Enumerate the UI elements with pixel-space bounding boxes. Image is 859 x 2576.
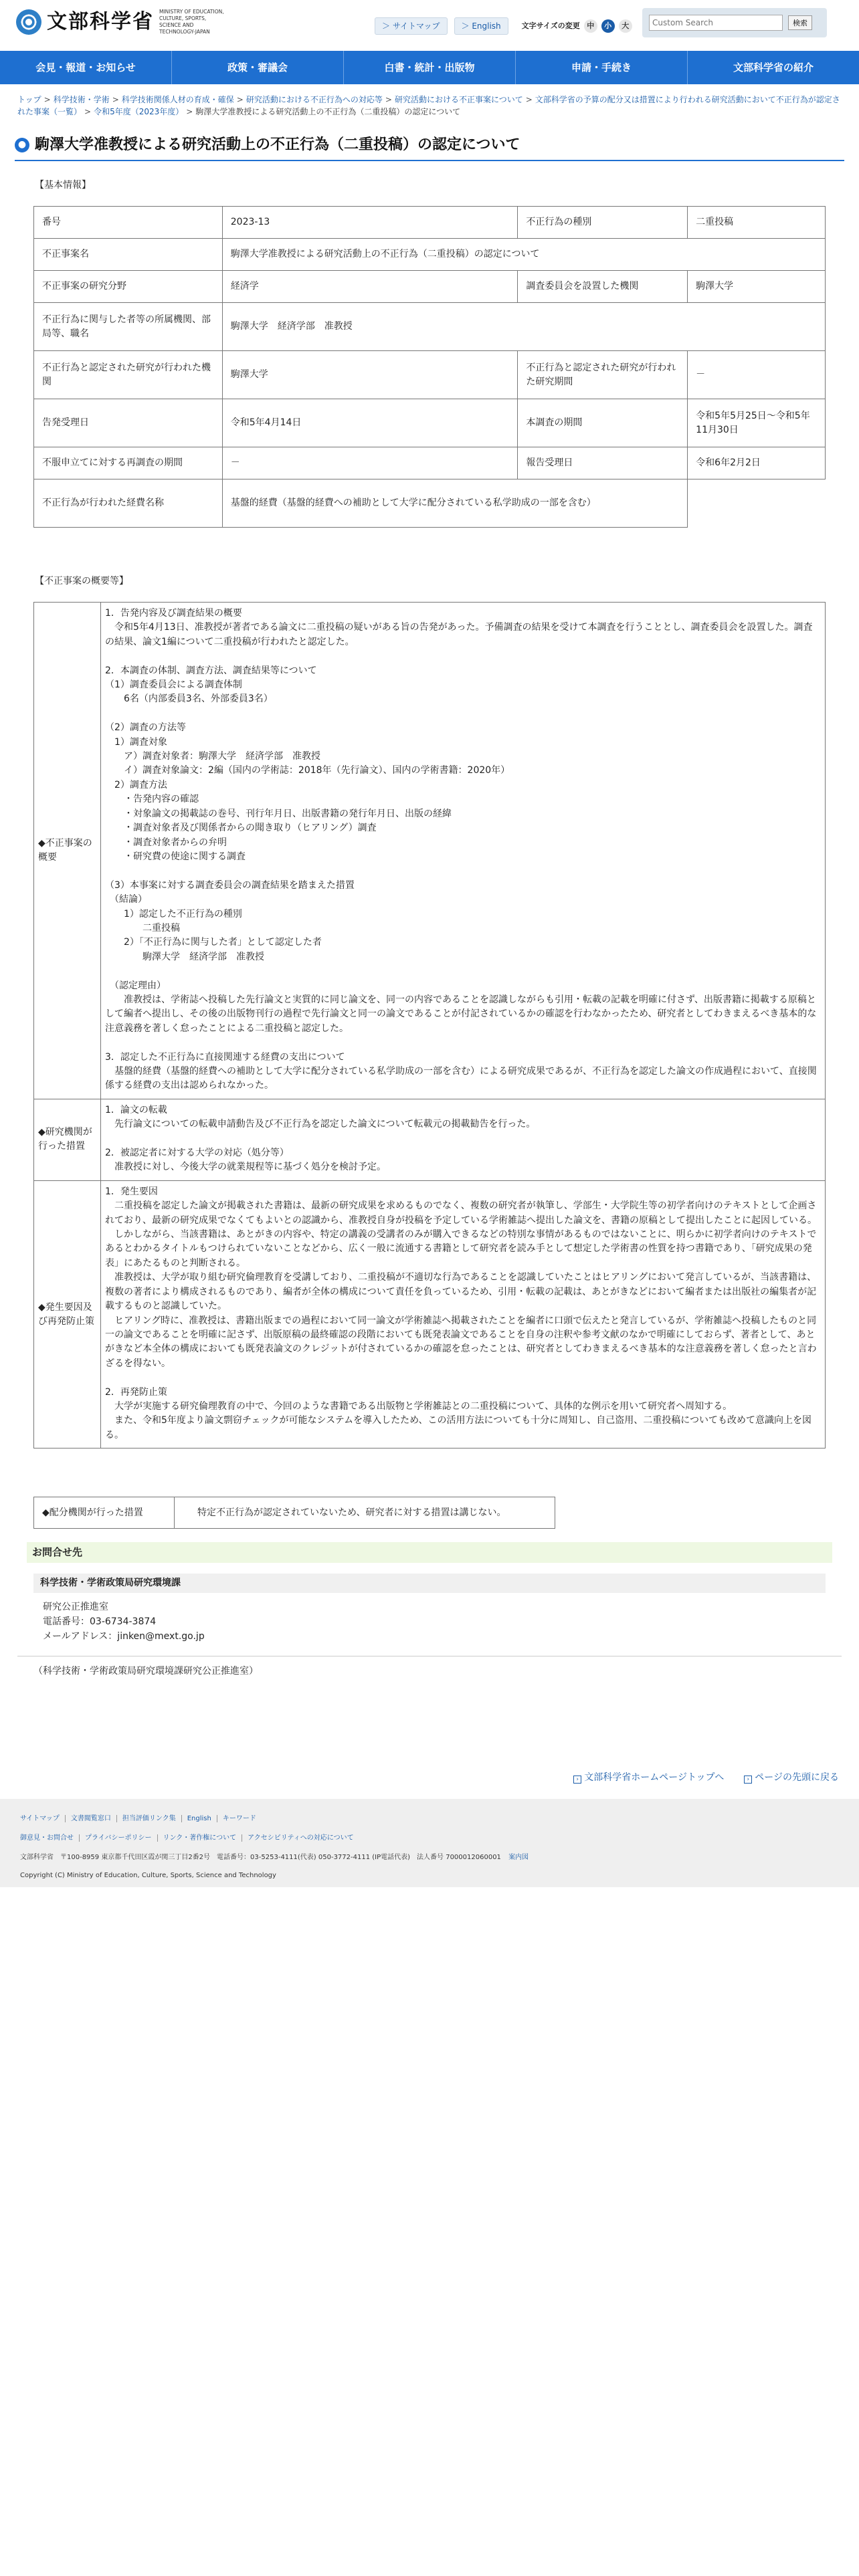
table-cell: 二重投稿 [688, 207, 826, 239]
breadcrumb-link[interactable]: 令和5年度（2023年度） [94, 107, 184, 116]
table-header-cell: 不正事案の研究分野 [34, 271, 223, 303]
breadcrumb-separator: > [236, 95, 244, 104]
table-header-cell: 不正事案名 [34, 239, 223, 271]
summary-heading: 【不正事案の概要等】 [35, 576, 128, 586]
english-link[interactable]: ＞ English [454, 17, 508, 35]
footer-link[interactable]: 担当評価リンク集 [122, 1815, 182, 1822]
table-row [34, 603, 826, 1099]
table-header-cell: 不服申立てに対する再調査の期間 [34, 447, 223, 479]
breadcrumb-separator: > [525, 95, 533, 104]
summary-row-label: ◆発生要因及び再発防止策 [34, 1180, 101, 1448]
page-title: 駒澤大学准教授による研究活動上の不正行為（二重投稿）の認定について [35, 136, 520, 153]
table-header-cell: 不正行為に関与した者等の所属機関、部局等、職名 [34, 303, 223, 351]
summary-row-label: ◆研究機関が行った措置 [34, 1099, 101, 1180]
header-utility-links [375, 17, 632, 35]
table-row [34, 207, 826, 239]
table-header-cell: 本調査の期間 [518, 399, 688, 447]
breadcrumb-separator: > [385, 95, 392, 104]
table-row [34, 1180, 826, 1448]
table-header-cell: 告発受理日 [34, 399, 223, 447]
page-top-link-label: ページの先頭に戻る [755, 1772, 839, 1783]
table-cell: 令和5年5月25日～令和5年11月30日 [688, 399, 826, 447]
arrow-icon: › [744, 1776, 752, 1784]
logo-text: 文部科学省 [47, 10, 154, 33]
table-header-cell: 不正行為と認定された研究が行われた研究期間 [518, 351, 688, 399]
site-logo[interactable] [16, 7, 226, 37]
table-cell: 基盤的経費（基盤的経費への補助として大学に配分されている私学助成の一部を含む） [222, 479, 687, 528]
basic-info-heading: 【基本情報】 [35, 180, 91, 191]
home-link-label: 文部科学省ホームページトップへ [584, 1772, 725, 1783]
table-header-cell: 不正行為が行われた経費名称 [34, 479, 223, 528]
bottom-links [573, 1771, 839, 1785]
breadcrumb-separator: > [112, 95, 119, 104]
summary-row-label: ◆不正事案の概要 [34, 603, 101, 1099]
search-button[interactable]: 検索 [788, 15, 812, 30]
site-search [642, 8, 827, 37]
breadcrumb-separator: > [186, 107, 193, 116]
table-cell: － [222, 447, 518, 479]
breadcrumb-link[interactable]: 研究活動における不正行為への対応等 [246, 95, 383, 104]
font-size-label: 文字サイズの変更 [521, 21, 580, 30]
page-credit: （科学技術・学術政策局研究環境課研究公正推進室） [17, 1656, 842, 1679]
breadcrumb [0, 84, 859, 124]
search-input[interactable] [649, 15, 783, 31]
table-row [34, 351, 826, 399]
logo-mark-icon [16, 9, 41, 35]
footer-address-row [0, 1843, 859, 1862]
font-size-small-button[interactable]: 小 [601, 19, 615, 33]
summary-row-content: 1．発生要因 二重投稿を認定した論文が掲載された書籍は、最新の研究成果を求めるものでなく、複数の研究者が執筆し、学部生・大学院生等の初学者向けのテキストとして企画されており、最新の研究成果でなくてもよいとの認識から、准教授自身が投稿を予定している学術雑誌へ提出した論文を、書籍の原稿として提出したことに起因している。 しかしながら、当該書籍は、あとがきの内容や、特定の講義の受講者のみが購入できるなどの特別な事情があるものではないことに、明らかに初学者向けのテキストであるとわかるタイトルもつけられていないことなどから、広く一般に流通する書籍として研究者を読み手として想定した学術書の性質を持つ書籍であり、「研究成果の発表」にあたるものと判断される。 准教授は、大学が取り組む研究倫理教育を受講しており、二重投稿が不適切な行為であることを認識していたことはヒアリングにおいて発言しているが、当該書籍は、複数の著者により構成されるものであり、編者が全体の構成について責任を負っているため、引用・転載の記載は、あとがきなどにおいて編者または出版社の編集者が記載するものと認識していた。 ヒアリング時に、准教授は、書籍出版までの過程において同一論文が学術雑誌へ掲載されたことを編者に口頭で伝えたと発言しているが、学術雑誌へ投稿したものと同一の論文であることを明確に記さず、出版原稿の最終確認の段階においても既発表論文であることを自身の注釈や参考文献のなかで明確にしておらず、著者として、あとがきなど本全体の構成においても既発表論文のクレジットが付されているかの確認を怠ったことは、研究者としてわきまえるべき基本的な注意義務を著しく怠ったと言わざるを得ない。 2．再発防止策 大学が実施する研究倫理教育の中で、今回のような書籍である出版物と学術雑誌との二重投稿について、具体的な例示を用いて研究者へ周知する。 また、令和5年度より論文剽窃チェックが可能なシステムを導入したため、この活用方法についても十分に周知し、自己盗用、二重投稿についても改めて意識向上を図る。 [101, 1180, 826, 1448]
measure-label: ◆配分機関が行った措置 [34, 1497, 175, 1528]
table-header-cell: 番号 [34, 207, 223, 239]
table-row [34, 1099, 826, 1180]
summary-row-content: 1．論文の転載 先行論文についての転載申請動告及び不正行為を認定した論文について転載元の掲載勧告を行った。 2．被認定者に対する大学の対応（処分等） 准教授に対し、今後大学の就業規程等に基づく処分を検討予定。 [101, 1099, 826, 1180]
table-cell: － [688, 351, 826, 399]
table-row [34, 479, 826, 528]
site-header [0, 0, 859, 51]
inquiry-contact [43, 1600, 859, 1644]
breadcrumb-link[interactable]: 研究活動における不正事案について [394, 95, 523, 104]
home-link[interactable] [573, 1771, 724, 1785]
arrow-icon: › [573, 1776, 581, 1784]
table-cell: 2023-13 [222, 207, 518, 239]
footer-link[interactable]: サイトマップ [20, 1815, 66, 1822]
table-cell: 令和5年4月14日 [222, 399, 518, 447]
table-header-cell: 調査委員会を設置した機関 [518, 271, 688, 303]
footer-link[interactable]: プライバシーポリシー [85, 1834, 158, 1842]
breadcrumb-link[interactable]: トップ [17, 95, 41, 104]
gnav-item-press[interactable]: 会見・報道・お知らせ [0, 51, 172, 84]
table-row [34, 239, 826, 271]
inquiry-department: 科学技術・学術政策局研究環境課 [33, 1574, 826, 1593]
breadcrumb-separator: > [43, 95, 51, 104]
page-top-link[interactable] [744, 1771, 839, 1785]
title-bullet-icon: ● [15, 138, 29, 152]
breadcrumb-link[interactable]: 科学技術・学術 [53, 95, 110, 104]
summary-table [33, 602, 826, 1448]
table-cell: 駒澤大学准教授による研究活動上の不正行為（二重投稿）の認定について [222, 239, 825, 271]
table-header-cell: 不正行為の種別 [518, 207, 688, 239]
inquiry-email: メールアドレス：jinken@mext.go.jp [43, 1630, 205, 1642]
gnav-item-whitepaper[interactable]: 白書・統計・出版物 [344, 51, 516, 84]
sitemap-link[interactable]: ＞ サイトマップ [375, 17, 448, 35]
page-title-bar [15, 134, 844, 161]
site-footer [0, 1799, 859, 1887]
footer-copyright: Copyright (C) Ministry of Education, Culture, Sports, Science and Technology [20, 1872, 276, 1879]
footer-link[interactable]: キーワード [222, 1815, 256, 1822]
gnav-item-procedures[interactable]: 申請・手続き [516, 51, 688, 84]
logo-english-text: MINISTRY OF EDUCATION, CULTURE, SPORTS, SCIENCE AND TECHNOLOGY-JAPAN [159, 8, 224, 35]
table-row [34, 447, 826, 479]
footer-map-link[interactable]: 案内図 [508, 1854, 529, 1861]
table-row [34, 271, 826, 303]
font-size-switcher [522, 19, 632, 33]
footer-link[interactable]: 御意見・お問合せ [20, 1834, 80, 1842]
font-size-large-button[interactable]: 大 [619, 19, 632, 33]
summary-row-content: 1．告発内容及び調査結果の概要 令和5年4月13日、准教授が著者である論文に二重投稿の疑いがある旨の告発があった。予備調査の結果を受けて本調査を行うこととし、調査委員会を設置した。調査の結果、論文1編について二重投稿が行われたと認定した。 2．本調査の体制、調査方法、調査結果等について （1）調査委員会による調査体制 6名（内部委員3名、外部委員3名） （2）調査の方法等 1）調査対象 ア）調査対象者：駒澤大学 経済学部 准教授 イ）調査対象論文：2編（国内の学術誌：2018年（先行論文）、国内の学術書籍：2020年） 2）調査方法 ・告発内容の確認 ・対象論文の掲載誌の巻号、刊行年月日、出版書籍の発行年月日、出版の経緯 ・調査対象者及び関係者からの聞き取り（ヒアリング）調査 ・調査対象者からの弁明 ・研究費の使途に関する調査 （3）本事案に対する調査委員会の調査結果を踏まえた措置 （結論） 1）認定した不正行為の種別 二重投稿 2）「不正行為に関与した者」として認定した者 駒澤大学 経済学部 准教授 （認定理由） 准教授は、学術誌へ投稿した先行論文と実質的に同じ論文を、同一の内容であることを認識しながらも引用・転載の記載を明確に付さず、出版書籍に掲載する原稿として編者へ提出し、その後の出版物刊行の過程で先行論文と同一の論文であることが付記されているかの確認を行わなかったため、研究者としてわきまえるべき基本的な注意義務を著しく怠ったことによる二重投稿と認定した。 3．認定した不正行為に直接関連する経費の支出について 基盤的経費（基盤的経費への補助として大学に配分されている私学助成の一部を含む）による研究成果であるが、不正行為を認定した論文の作成過程において、直接関係する経費の支出は認められなかった。 [101, 603, 826, 1099]
inquiry-office: 研究公正推進室 [43, 1601, 108, 1612]
footer-address: 文部科学省 〒100-8959 東京都千代田区霞が関三丁目2番2号 電話番号：03-5253-4111(代表) 050-3772-4111 (IP電話代表) 法人番号 7000012060001 [20, 1854, 501, 1861]
inquiry-heading: お問合せ先 [27, 1542, 832, 1563]
table-cell: 経済学 [222, 271, 518, 303]
footer-link[interactable]: English [187, 1815, 217, 1822]
gnav-item-about[interactable]: 文部科学省の紹介 [733, 61, 814, 74]
breadcrumb-separator: > [84, 107, 92, 116]
footer-link[interactable]: 文書閲覧窓口 [71, 1815, 117, 1822]
table-cell: 駒澤大学 [688, 271, 826, 303]
table-header-cell: 不正行為と認定された研究が行われた機関 [34, 351, 223, 399]
funding-agency-measure-box [33, 1497, 555, 1529]
breadcrumb-link[interactable]: 文部科学省の予算の配分又は措置により行われる研究活動において不正行為が認定された事案（一覧） [17, 95, 840, 116]
table-cell: 令和6年2月2日 [688, 447, 826, 479]
breadcrumb-current: 駒澤大学准教授による研究活動上の不正行為（二重投稿）の認定について [195, 107, 461, 116]
footer-links-secondary [0, 1824, 859, 1843]
table-header-cell: 報告受理日 [518, 447, 688, 479]
global-navigation [0, 51, 859, 84]
footer-links-primary [0, 1799, 859, 1824]
basic-info-table [33, 206, 826, 528]
table-empty-cell [688, 479, 826, 528]
font-size-medium-button[interactable]: 中 [584, 19, 597, 33]
breadcrumb-link[interactable]: 科学技術関係人材の育成・確保 [121, 95, 234, 104]
table-row [34, 303, 826, 351]
table-cell: 駒澤大学 経済学部 准教授 [222, 303, 825, 351]
inquiry-phone: 電話番号：03-6734-3874 [43, 1616, 157, 1627]
table-cell: 駒澤大学 [222, 351, 518, 399]
table-row [34, 399, 826, 447]
footer-link[interactable]: アクセシビリティへの対応について [248, 1834, 354, 1842]
gnav-item-policy[interactable]: 政策・審議会 [172, 51, 344, 84]
measure-text: 特定不正行為が認定されていないため、研究者に対する措置は講じない。 [197, 1507, 506, 1518]
footer-link[interactable]: リンク・著作権について [163, 1834, 243, 1842]
